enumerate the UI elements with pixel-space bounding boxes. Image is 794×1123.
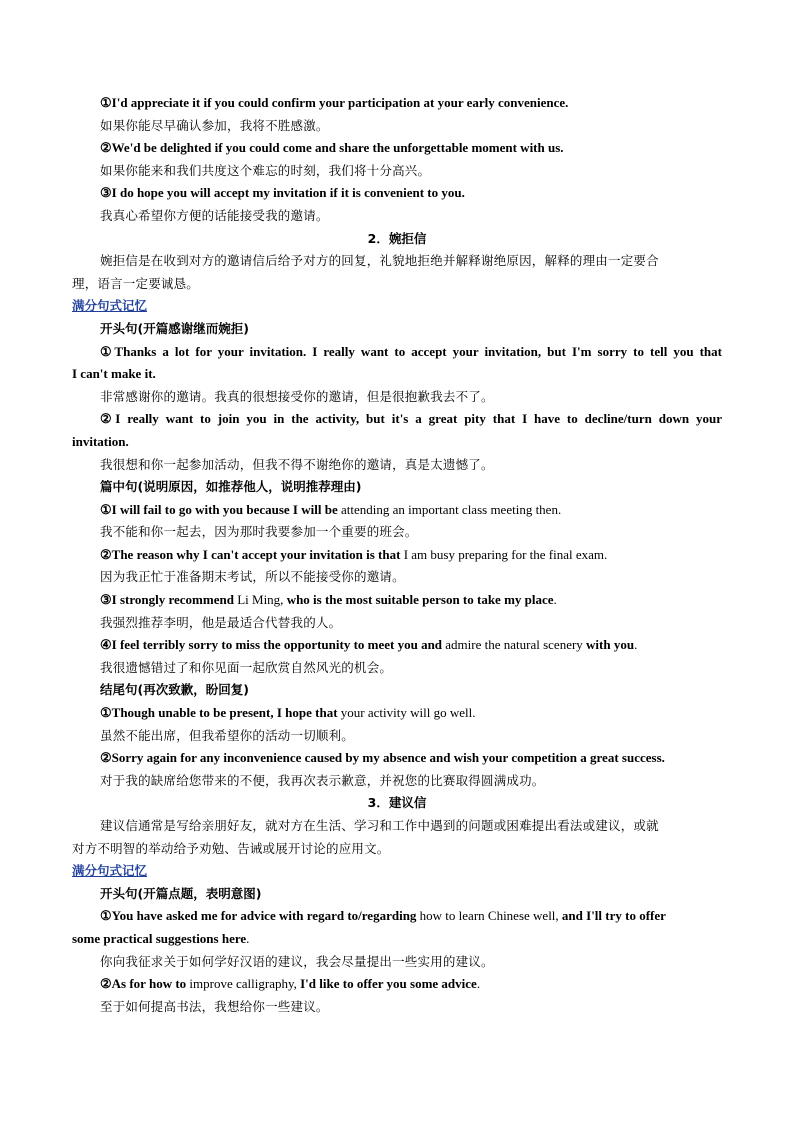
decline-intro-line-1: 婉拒信是在收到对方的邀请信后给予对方的回复，礼貌地拒绝并解释谢绝原因，解释的理由一定要合 <box>100 253 659 269</box>
advice-opening-1-regular: how to learn Chinese well, <box>416 908 562 924</box>
advice-opening-1-line-2-bold: some practical suggestions here <box>72 930 247 946</box>
decline-closing-1-en <box>72 702 722 725</box>
advice-opening-2-end: . <box>476 976 481 992</box>
advice-opening-2-en <box>72 973 722 996</box>
advice-intro-line-2: 对方不明智的举动给予劝勉、告诫或展开讨论的应用文。 <box>72 840 390 856</box>
advice-opening-1-cn: 你向我征求关于如何学好汉语的建议，我会尽量提出一些实用的建议。 <box>100 953 494 969</box>
decline-middle-2-cn: 因为我正忙于准备期末考试，所以不能接受你的邀请。 <box>100 569 405 585</box>
invite-sentence-3-cn: 我真心希望你方便的话能接受我的邀请。 <box>100 207 329 223</box>
advice-opening-2-cn: 至于如何提高书法，我想给你一些建议。 <box>100 998 329 1014</box>
decline-middle-3-end: . <box>553 592 557 608</box>
decline-middle-3-cn: 我强烈推荐李明，他是最适合代替我的人。 <box>100 614 342 630</box>
invite-sentence-2-en: ②We'd be delighted if you could come and share the unforgettable moment with us. <box>100 140 564 156</box>
decline-middle-1-en <box>72 499 722 522</box>
middle-label-decline: 篇中句(说明原因，如推荐他人，说明推荐理由) <box>100 479 362 495</box>
document-page <box>72 92 722 1018</box>
decline-middle-4-regular: admire the natural scenery <box>442 637 583 653</box>
section-heading-decline: 2．婉拒信 <box>367 230 427 246</box>
decline-closing-2-cn: 对于我的缺席给您带来的不便，我再次表示歉意，并祝您的比赛取得圆满成功。 <box>100 772 545 788</box>
decline-opening-1-en-line-1: ①Thanks a lot for your invitation. I really want to accept your invitation, but I'm sorry to tell you that <box>100 343 722 359</box>
decline-closing-1-regular: your activity will go well. <box>337 705 476 721</box>
decline-middle-4-bold-a: ④I feel terribly sorry to miss the opportunity to meet you and <box>100 637 443 653</box>
advice-opening-1-bold-b: and I'll try to offer <box>561 908 666 924</box>
section-heading-advice: 3．建议信 <box>367 795 427 811</box>
decline-middle-4-en <box>72 634 722 657</box>
decline-closing-1-bold: ①Though unable to be present, I hope that <box>100 705 338 721</box>
opening-label-decline: 开头句(开篇感谢继而婉拒) <box>100 320 249 336</box>
decline-opening-2-en-line-1: ②I really want to join you in the activity, but it's a great pity that I have to decline/turn down your <box>100 411 722 427</box>
decline-middle-2-regular: I am busy preparing for the final exam. <box>400 546 608 562</box>
decline-middle-2-en <box>72 544 722 567</box>
decline-middle-1-bold: ①I will fail to go with you because I will be <box>100 501 338 517</box>
decline-opening-2-en-line-2: invitation. <box>72 433 129 449</box>
decline-middle-1-cn: 我不能和你一起去，因为那时我要参加一个重要的班会。 <box>100 524 418 540</box>
closing-label-decline: 结尾句(再次致歉，盼回复) <box>100 682 249 698</box>
opening-label-advice: 开头句(开篇点题，表明意图) <box>100 885 262 901</box>
invite-sentence-1-en: ①I'd appreciate it if you could confirm your participation at your early convenience. <box>100 95 569 110</box>
memory-label-advice[interactable]: 满分句式记忆 <box>72 863 148 879</box>
decline-opening-1-en-line-2: I can't make it. <box>72 366 156 382</box>
decline-middle-4-end: . <box>634 637 638 653</box>
decline-closing-2-en: ②Sorry again for any inconvenience caused by my absence and wish your competition a great success. <box>100 750 665 766</box>
advice-opening-2-bold-a: ②As for how to <box>100 976 187 992</box>
decline-intro-line-2: 理，语言一定要诚恳。 <box>72 275 200 291</box>
decline-middle-3-bold-b: who is the most suitable person to take my place <box>286 592 554 608</box>
advice-opening-1-en-line-2 <box>72 928 722 951</box>
decline-middle-4-cn: 我很遗憾错过了和你见面一起欣赏自然风光的机会。 <box>100 659 393 675</box>
decline-middle-4-bold-b: with you <box>582 637 635 653</box>
decline-middle-3-en <box>72 589 722 612</box>
invite-sentence-1-cn: 如果你能尽早确认参加，我将不胜感激。 <box>100 117 329 133</box>
decline-middle-1-regular: attending an important class meeting then. <box>337 501 562 517</box>
advice-opening-1-line-2-end: . <box>246 930 250 946</box>
decline-opening-2-cn: 我很想和你一起参加活动，但我不得不谢绝你的邀请，真是太遗憾了。 <box>100 456 494 472</box>
decline-closing-1-cn: 虽然不能出席，但我希望你的活动一切顺利。 <box>100 727 355 743</box>
decline-middle-3-regular: Li Ming, <box>233 592 287 608</box>
advice-opening-2-bold-b: I'd like to offer you some advice <box>300 976 477 992</box>
advice-opening-2-regular: improve calligraphy, <box>186 976 301 992</box>
memory-label-decline[interactable]: 满分句式记忆 <box>72 298 148 314</box>
advice-opening-1-bold-a: ①You have asked me for advice with regard to/regarding <box>100 908 417 924</box>
invite-sentence-2-cn: 如果你能来和我们共度这个难忘的时刻，我们将十分高兴。 <box>100 162 431 178</box>
decline-middle-2-bold: ②The reason why I can't accept your invitation is that <box>100 546 401 562</box>
advice-opening-1-en-line-1 <box>72 905 722 928</box>
advice-intro-line-1: 建议信通常是写给亲朋好友，就对方在生活、学习和工作中遇到的问题或困难提出看法或建议，或就 <box>100 818 659 833</box>
decline-middle-3-bold-a: ③I strongly recommend <box>100 592 234 608</box>
decline-opening-1-cn: 非常感谢你的邀请。我真的很想接受你的邀请，但是很抱歉我去不了。 <box>100 388 494 404</box>
invite-sentence-3-en: ③I do hope you will accept my invitation if it is convenient to you. <box>100 185 465 201</box>
